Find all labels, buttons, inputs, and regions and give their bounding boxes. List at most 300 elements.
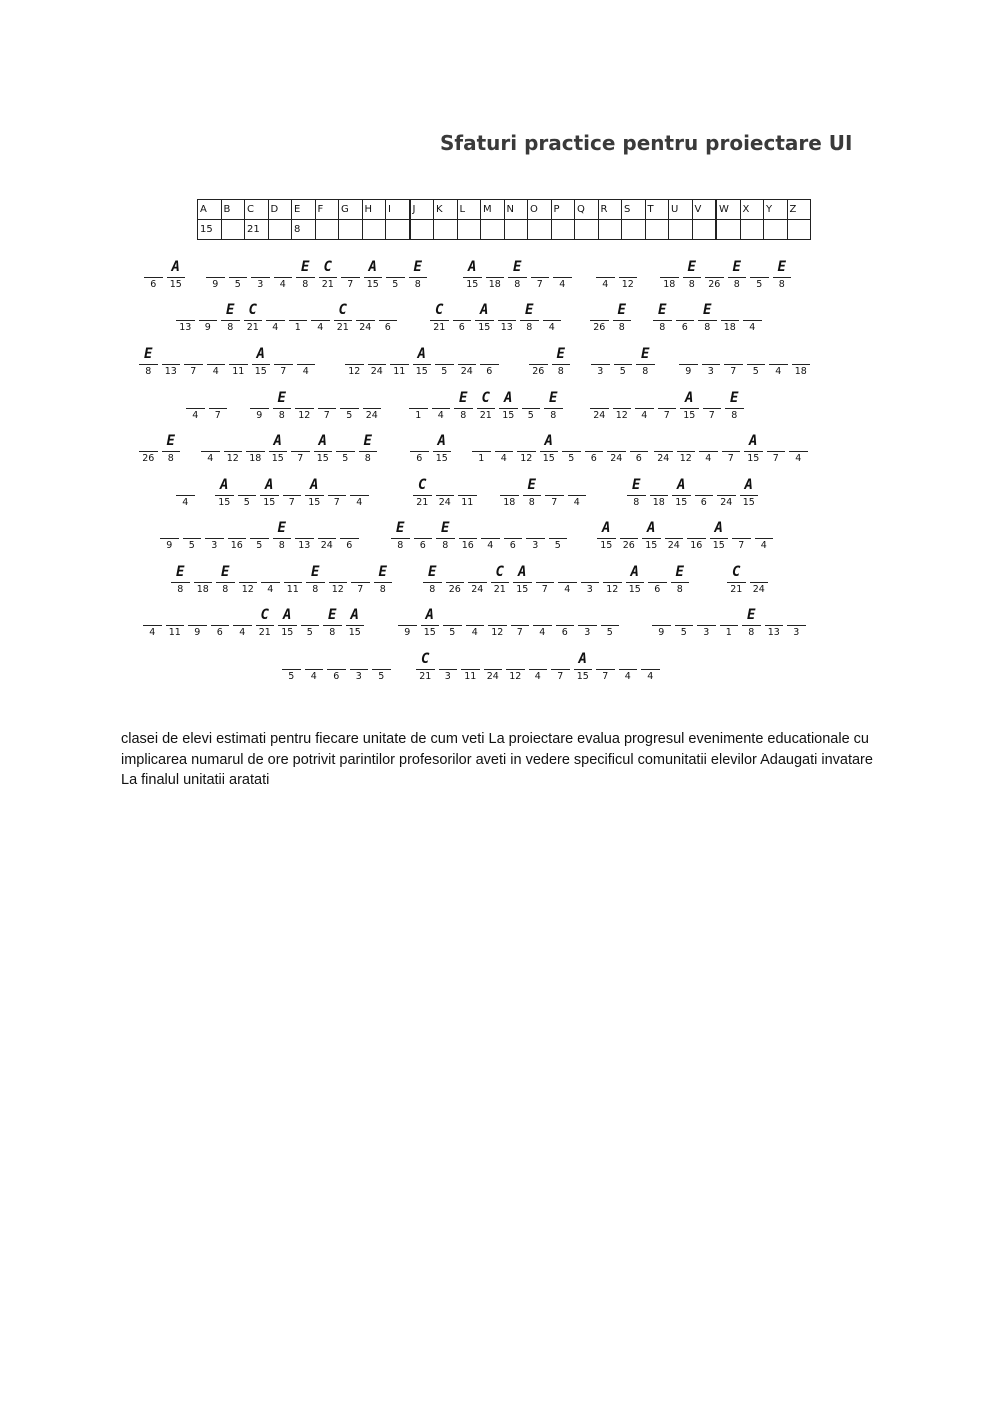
slot-letter[interactable]: [229, 258, 248, 278]
letter-slot[interactable]: [421, 563, 444, 607]
letter-slot[interactable]: [412, 519, 435, 563]
slot-letter[interactable]: [327, 650, 346, 670]
letter-slot[interactable]: [437, 650, 460, 694]
slot-letter[interactable]: C: [430, 301, 449, 321]
slot-letter[interactable]: A: [215, 476, 234, 496]
letter-slot[interactable]: [767, 345, 790, 389]
slot-letter[interactable]: E: [273, 519, 292, 539]
letter-slot[interactable]: [165, 258, 188, 302]
slot-letter[interactable]: [311, 301, 330, 321]
letter-slot[interactable]: [327, 563, 350, 607]
slot-letter[interactable]: [480, 345, 499, 365]
slot-letter[interactable]: [765, 606, 784, 626]
slot-letter[interactable]: [356, 301, 375, 321]
letter-slot[interactable]: [650, 606, 673, 650]
slot-letter[interactable]: [229, 345, 248, 365]
letter-slot[interactable]: [478, 345, 501, 389]
letter-slot[interactable]: [456, 476, 479, 520]
letter-slot[interactable]: [321, 606, 344, 650]
letter-slot[interactable]: [742, 432, 765, 476]
slot-letter[interactable]: [481, 519, 500, 539]
slot-letter[interactable]: [261, 563, 280, 583]
slot-letter[interactable]: [206, 258, 225, 278]
slot-letter[interactable]: [792, 345, 811, 365]
letter-slot[interactable]: [203, 519, 226, 563]
slot-letter[interactable]: [687, 519, 706, 539]
letter-slot[interactable]: [556, 563, 579, 607]
slot-letter[interactable]: E: [671, 563, 690, 583]
letter-slot[interactable]: [309, 301, 332, 345]
letter-slot[interactable]: [599, 606, 622, 650]
slot-letter[interactable]: [233, 606, 252, 626]
letter-slot[interactable]: [527, 345, 550, 389]
letter-slot[interactable]: [142, 258, 165, 302]
letter-slot[interactable]: [457, 519, 480, 563]
letter-slot[interactable]: [520, 389, 543, 433]
letter-slot[interactable]: [137, 345, 160, 389]
letter-slot[interactable]: [186, 606, 209, 650]
letter-slot[interactable]: [242, 301, 265, 345]
letter-slot[interactable]: [771, 258, 794, 302]
letter-slot[interactable]: [628, 432, 651, 476]
slot-letter[interactable]: [282, 650, 301, 670]
slot-letter[interactable]: [143, 606, 162, 626]
slot-letter[interactable]: [350, 650, 369, 670]
slot-letter[interactable]: [409, 389, 428, 409]
slot-letter[interactable]: [435, 345, 454, 365]
letter-slot[interactable]: [207, 389, 230, 433]
letter-slot[interactable]: [790, 345, 813, 389]
letter-slot[interactable]: [280, 650, 303, 694]
letter-slot[interactable]: [765, 432, 788, 476]
slot-letter[interactable]: [368, 345, 387, 365]
slot-letter[interactable]: A: [413, 345, 432, 365]
slot-letter[interactable]: [551, 650, 570, 670]
slot-letter[interactable]: [607, 432, 626, 452]
slot-letter[interactable]: [743, 301, 762, 321]
slot-letter[interactable]: [526, 519, 545, 539]
slot-letter[interactable]: [596, 258, 615, 278]
slot-letter[interactable]: [789, 432, 808, 452]
letter-slot[interactable]: [518, 301, 541, 345]
slot-letter[interactable]: [495, 432, 514, 452]
letter-slot[interactable]: [634, 345, 657, 389]
letter-slot[interactable]: [730, 519, 753, 563]
letter-slot[interactable]: [685, 519, 708, 563]
slot-letter[interactable]: C: [416, 650, 435, 670]
letter-slot[interactable]: [316, 519, 339, 563]
letter-slot[interactable]: [362, 258, 385, 302]
slot-letter[interactable]: [350, 476, 369, 496]
letter-slot[interactable]: [470, 432, 493, 476]
slot-letter[interactable]: [699, 432, 718, 452]
slot-letter[interactable]: [590, 389, 609, 409]
letter-slot[interactable]: [419, 606, 442, 650]
slot-letter[interactable]: [410, 432, 429, 452]
letter-slot[interactable]: [414, 650, 437, 694]
letter-slot[interactable]: [479, 519, 502, 563]
letter-slot[interactable]: [370, 650, 393, 694]
letter-slot[interactable]: [184, 389, 207, 433]
slot-letter[interactable]: A: [314, 432, 333, 452]
letter-slot[interactable]: [338, 519, 361, 563]
letter-slot[interactable]: [282, 563, 305, 607]
letter-slot[interactable]: [254, 606, 277, 650]
slot-letter[interactable]: A: [642, 519, 661, 539]
letter-slot[interactable]: [372, 563, 395, 607]
letter-slot[interactable]: [137, 432, 160, 476]
slot-letter[interactable]: [284, 563, 303, 583]
slot-letter[interactable]: A: [346, 606, 365, 626]
letter-slot[interactable]: [538, 432, 561, 476]
slot-letter[interactable]: A: [740, 476, 759, 496]
letter-slot[interactable]: [192, 563, 215, 607]
slot-letter[interactable]: [398, 606, 417, 626]
letter-slot[interactable]: [506, 258, 529, 302]
letter-slot[interactable]: [294, 258, 317, 302]
slot-letter[interactable]: [207, 345, 226, 365]
slot-letter[interactable]: [328, 476, 347, 496]
slot-letter[interactable]: [250, 519, 269, 539]
letter-slot[interactable]: [566, 476, 589, 520]
letter-slot[interactable]: [725, 563, 748, 607]
letter-slot[interactable]: [250, 345, 273, 389]
slot-letter[interactable]: [677, 432, 696, 452]
letter-slot[interactable]: [459, 650, 482, 694]
letter-slot[interactable]: [141, 606, 164, 650]
slot-letter[interactable]: [199, 301, 218, 321]
letter-slot[interactable]: [407, 258, 430, 302]
slot-letter[interactable]: [787, 606, 806, 626]
letter-slot[interactable]: [701, 389, 724, 433]
slot-letter[interactable]: [679, 345, 698, 365]
slot-letter[interactable]: [484, 650, 503, 670]
letter-slot[interactable]: [719, 301, 742, 345]
letter-slot[interactable]: [349, 563, 372, 607]
slot-letter[interactable]: [750, 258, 769, 278]
slot-letter[interactable]: [650, 476, 669, 496]
slot-letter[interactable]: [453, 301, 472, 321]
letter-slot[interactable]: [434, 519, 457, 563]
slot-letter[interactable]: [266, 301, 285, 321]
slot-letter[interactable]: [486, 258, 505, 278]
letter-slot[interactable]: [624, 563, 647, 607]
letter-slot[interactable]: [289, 432, 312, 476]
letter-slot[interactable]: [515, 432, 538, 476]
slot-letter[interactable]: [341, 258, 360, 278]
letter-slot[interactable]: [293, 389, 316, 433]
letter-slot[interactable]: [639, 650, 662, 694]
slot-letter[interactable]: [747, 345, 766, 365]
letter-slot[interactable]: [504, 650, 527, 694]
slot-letter[interactable]: [529, 345, 548, 365]
letter-slot[interactable]: [677, 345, 700, 389]
slot-letter[interactable]: E: [683, 258, 702, 278]
letter-slot[interactable]: [272, 345, 295, 389]
slot-letter[interactable]: C: [477, 389, 496, 409]
letter-slot[interactable]: [611, 389, 634, 433]
letter-slot[interactable]: [339, 258, 362, 302]
slot-letter[interactable]: [458, 476, 477, 496]
slot-letter[interactable]: [703, 389, 722, 409]
letter-slot[interactable]: [531, 606, 554, 650]
slot-letter[interactable]: [536, 563, 555, 583]
slot-letter[interactable]: E: [171, 563, 190, 583]
slot-letter[interactable]: [755, 519, 774, 539]
slot-letter[interactable]: C: [727, 563, 746, 583]
letter-slot[interactable]: [281, 476, 304, 520]
letter-slot[interactable]: [361, 389, 384, 433]
slot-letter[interactable]: [769, 345, 788, 365]
letter-slot[interactable]: [441, 606, 464, 650]
slot-letter[interactable]: E: [725, 389, 744, 409]
slot-letter[interactable]: [274, 345, 293, 365]
slot-letter[interactable]: [461, 650, 480, 670]
letter-slot[interactable]: [509, 606, 532, 650]
slot-letter[interactable]: [517, 432, 536, 452]
letter-slot[interactable]: [348, 650, 371, 694]
slot-letter[interactable]: E: [520, 301, 539, 321]
slot-letter[interactable]: [436, 476, 455, 496]
letter-slot[interactable]: [456, 345, 479, 389]
slot-letter[interactable]: E: [391, 519, 410, 539]
letter-slot[interactable]: [651, 301, 674, 345]
letter-slot[interactable]: [226, 519, 249, 563]
letter-slot[interactable]: [550, 345, 573, 389]
slot-letter[interactable]: [459, 519, 478, 539]
letter-slot[interactable]: [411, 345, 434, 389]
slot-letter[interactable]: [533, 606, 552, 626]
slot-letter[interactable]: [705, 258, 724, 278]
slot-letter[interactable]: C: [256, 606, 275, 626]
slot-letter[interactable]: [340, 519, 359, 539]
letter-slot[interactable]: [696, 301, 719, 345]
slot-letter[interactable]: A: [513, 563, 532, 583]
slot-letter[interactable]: E: [653, 301, 672, 321]
slot-letter[interactable]: [553, 258, 572, 278]
letter-slot[interactable]: [204, 258, 227, 302]
slot-letter[interactable]: [160, 519, 179, 539]
letter-slot[interactable]: [625, 476, 648, 520]
slot-letter[interactable]: [186, 389, 205, 409]
letter-slot[interactable]: [158, 519, 181, 563]
letter-slot[interactable]: [384, 258, 407, 302]
slot-letter[interactable]: [289, 301, 308, 321]
slot-letter[interactable]: C: [334, 301, 353, 321]
slot-letter[interactable]: [466, 606, 485, 626]
slot-letter[interactable]: [722, 432, 741, 452]
letter-slot[interactable]: [703, 258, 726, 302]
letter-slot[interactable]: [633, 389, 656, 433]
letter-slot[interactable]: [293, 519, 316, 563]
letter-slot[interactable]: [169, 563, 192, 607]
slot-letter[interactable]: [506, 650, 525, 670]
slot-letter[interactable]: [274, 258, 293, 278]
letter-slot[interactable]: [389, 519, 412, 563]
letter-slot[interactable]: [595, 519, 618, 563]
slot-letter[interactable]: [702, 345, 721, 365]
letter-slot[interactable]: [511, 563, 534, 607]
letter-slot[interactable]: [726, 258, 749, 302]
letter-slot[interactable]: [601, 563, 624, 607]
letter-slot[interactable]: [748, 563, 771, 607]
letter-slot[interactable]: [236, 476, 259, 520]
slot-letter[interactable]: A: [540, 432, 559, 452]
letter-slot[interactable]: [366, 345, 389, 389]
slot-letter[interactable]: E: [636, 345, 655, 365]
letter-slot[interactable]: [652, 432, 675, 476]
letter-slot[interactable]: [674, 301, 697, 345]
slot-letter[interactable]: [488, 606, 507, 626]
slot-letter[interactable]: [340, 389, 359, 409]
letter-slot[interactable]: [174, 301, 197, 345]
slot-letter[interactable]: [246, 432, 265, 452]
slot-letter[interactable]: E: [523, 476, 542, 496]
slot-letter[interactable]: [446, 563, 465, 583]
slot-letter[interactable]: E: [544, 389, 563, 409]
slot-letter[interactable]: [581, 563, 600, 583]
slot-letter[interactable]: [750, 563, 769, 583]
letter-slot[interactable]: [338, 389, 361, 433]
letter-slot[interactable]: [541, 301, 564, 345]
letter-slot[interactable]: [720, 432, 743, 476]
slot-letter[interactable]: [724, 345, 743, 365]
slot-letter[interactable]: E: [221, 301, 240, 321]
slot-letter[interactable]: [432, 389, 451, 409]
slot-letter[interactable]: A: [672, 476, 691, 496]
letter-slot[interactable]: [407, 389, 430, 433]
slot-letter[interactable]: A: [597, 519, 616, 539]
letter-slot[interactable]: [534, 563, 557, 607]
slot-letter[interactable]: A: [626, 563, 645, 583]
slot-letter[interactable]: E: [436, 519, 455, 539]
slot-letter[interactable]: [601, 606, 620, 626]
slot-letter[interactable]: [458, 345, 477, 365]
slot-letter[interactable]: A: [278, 606, 297, 626]
letter-slot[interactable]: [663, 519, 686, 563]
slot-letter[interactable]: [188, 606, 207, 626]
letter-slot[interactable]: [304, 563, 327, 607]
letter-slot[interactable]: [237, 563, 260, 607]
letter-slot[interactable]: [579, 563, 602, 607]
letter-slot[interactable]: [164, 606, 187, 650]
letter-slot[interactable]: [248, 519, 271, 563]
letter-slot[interactable]: [451, 301, 474, 345]
slot-letter[interactable]: [591, 345, 610, 365]
letter-slot[interactable]: [205, 345, 228, 389]
letter-slot[interactable]: [197, 301, 220, 345]
slot-letter[interactable]: [390, 345, 409, 365]
slot-letter[interactable]: A: [744, 432, 763, 452]
slot-letter[interactable]: [504, 519, 523, 539]
slot-letter[interactable]: [522, 389, 541, 409]
letter-slot[interactable]: [344, 606, 367, 650]
letter-slot[interactable]: [464, 606, 487, 650]
letter-slot[interactable]: [529, 258, 552, 302]
slot-letter[interactable]: [176, 476, 195, 496]
letter-slot[interactable]: [317, 258, 340, 302]
slot-letter[interactable]: [619, 650, 638, 670]
letter-slot[interactable]: [554, 606, 577, 650]
slot-letter[interactable]: E: [698, 301, 717, 321]
slot-letter[interactable]: [648, 563, 667, 583]
letter-slot[interactable]: [745, 345, 768, 389]
slot-letter[interactable]: [630, 432, 649, 452]
letter-slot[interactable]: [489, 563, 512, 607]
slot-letter[interactable]: [329, 563, 348, 583]
slot-letter[interactable]: E: [359, 432, 378, 452]
slot-letter[interactable]: [201, 432, 220, 452]
slot-letter[interactable]: [250, 389, 269, 409]
slot-letter[interactable]: A: [463, 258, 482, 278]
slot-letter[interactable]: [295, 519, 314, 539]
slot-letter[interactable]: [596, 650, 615, 670]
slot-letter[interactable]: A: [421, 606, 440, 626]
letter-slot[interactable]: [497, 389, 520, 433]
slot-letter[interactable]: [590, 301, 609, 321]
letter-slot[interactable]: [658, 258, 681, 302]
slot-letter[interactable]: A: [475, 301, 494, 321]
slot-letter[interactable]: [166, 606, 185, 626]
letter-slot[interactable]: [589, 345, 612, 389]
letter-slot[interactable]: [486, 606, 509, 650]
letter-slot[interactable]: [594, 650, 617, 694]
letter-slot[interactable]: [466, 563, 489, 607]
letter-slot[interactable]: [572, 650, 595, 694]
slot-letter[interactable]: [363, 389, 382, 409]
slot-letter[interactable]: [372, 650, 391, 670]
slot-letter[interactable]: [620, 519, 639, 539]
slot-letter[interactable]: A: [305, 476, 324, 496]
letter-slot[interactable]: [673, 606, 696, 650]
slot-letter[interactable]: [351, 563, 370, 583]
slot-letter[interactable]: [614, 345, 633, 365]
slot-letter[interactable]: [556, 606, 575, 626]
letter-slot[interactable]: [693, 476, 716, 520]
slot-letter[interactable]: C: [491, 563, 510, 583]
letter-slot[interactable]: [675, 432, 698, 476]
letter-slot[interactable]: [428, 301, 451, 345]
slot-letter[interactable]: [336, 432, 355, 452]
letter-slot[interactable]: [213, 476, 236, 520]
slot-letter[interactable]: [139, 432, 158, 452]
slot-letter[interactable]: E: [454, 389, 473, 409]
letter-slot[interactable]: [787, 432, 810, 476]
letter-slot[interactable]: [334, 432, 357, 476]
slot-letter[interactable]: [498, 301, 517, 321]
letter-slot[interactable]: [388, 345, 411, 389]
letter-slot[interactable]: [484, 258, 507, 302]
slot-letter[interactable]: [549, 519, 568, 539]
slot-letter[interactable]: [654, 432, 673, 452]
slot-letter[interactable]: E: [773, 258, 792, 278]
letter-slot[interactable]: [551, 258, 574, 302]
slot-letter[interactable]: A: [364, 258, 383, 278]
letter-slot[interactable]: [396, 606, 419, 650]
letter-slot[interactable]: [583, 432, 606, 476]
letter-slot[interactable]: [295, 345, 318, 389]
letter-slot[interactable]: [299, 606, 322, 650]
letter-slot[interactable]: [276, 606, 299, 650]
slot-letter[interactable]: E: [162, 432, 181, 452]
slot-letter[interactable]: [228, 519, 247, 539]
letter-slot[interactable]: [723, 389, 746, 433]
letter-slot[interactable]: [411, 476, 434, 520]
letter-slot[interactable]: [316, 389, 339, 433]
slot-letter[interactable]: [641, 650, 660, 670]
letter-slot[interactable]: [560, 432, 583, 476]
letter-slot[interactable]: [611, 301, 634, 345]
